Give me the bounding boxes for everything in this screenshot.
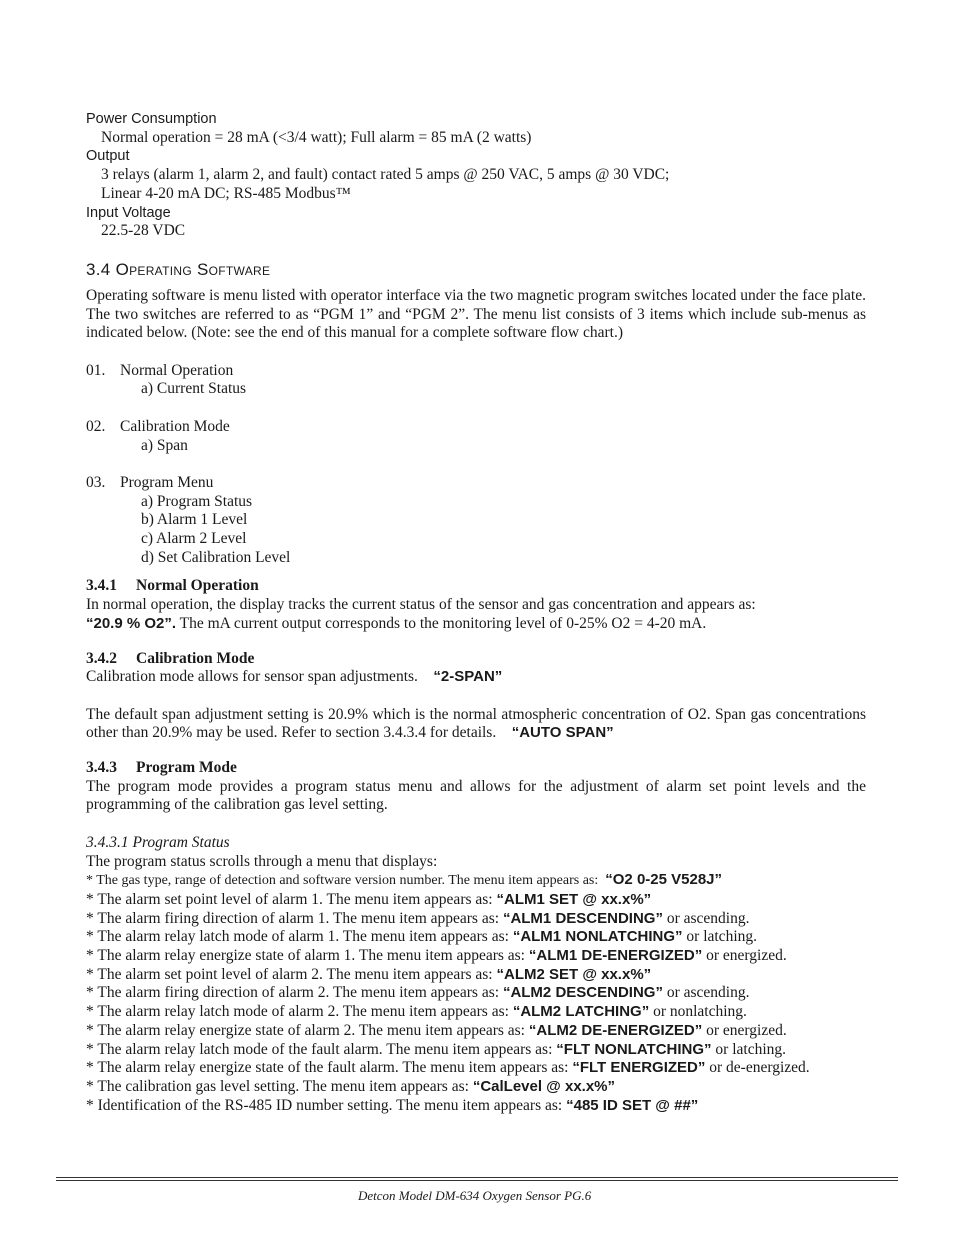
program-status-item: [86, 947, 866, 966]
display-code: “20.9 % O2”.: [86, 614, 177, 632]
display-code: “ALM2 DE-ENERGIZED”: [528, 1021, 703, 1039]
program-status-list: [86, 871, 866, 1115]
display-code: “ALM1 DESCENDING”: [502, 909, 663, 927]
menu-list: [86, 362, 866, 568]
display-code: “ALM2 DESCENDING”: [502, 984, 663, 1002]
subsection-343-heading: [86, 759, 866, 778]
subsection-number: 3.4.1: [86, 577, 117, 595]
display-code: “O2 0-25 V528J”: [605, 871, 723, 889]
display-code: “CalLevel @ xx.x%”: [472, 1077, 616, 1095]
display-code: “FLT ENERGIZED”: [572, 1059, 706, 1077]
program-status-item: [86, 910, 866, 929]
menu-sub-item: a) Span: [141, 436, 188, 454]
section-title: Operating Software: [115, 259, 271, 279]
spec-input-value: 22.5-28 VDC: [101, 222, 186, 240]
section-number: 3.4: [86, 259, 111, 279]
menu-item-num: 01.: [86, 361, 106, 379]
item-tail: or energized.: [702, 947, 787, 965]
display-code: “485 ID SET @ ##”: [566, 1096, 699, 1114]
program-status-item: [86, 1097, 866, 1116]
program-status-item: [86, 1041, 866, 1060]
menu-item: [86, 362, 866, 381]
program-status-item: [86, 1022, 866, 1041]
program-status-item: [86, 984, 866, 1003]
body-text: The default span adjustment setting is 20.9% which is the normal atmospheric concentration of O2. Span gas concentrations other than 20.9% may be used. Refer to section 3.4.3.4 for details.: [86, 705, 866, 742]
subsection-3431-title: 3.4.3.1 Program Status: [86, 833, 230, 851]
menu-sub-item: a) Current Status: [141, 380, 247, 398]
subsection-341-heading: [86, 577, 866, 596]
menu-item-num: 02.: [86, 417, 106, 435]
subsection-342-heading: [86, 650, 866, 669]
section-heading: [86, 259, 866, 281]
program-status-item: [86, 1059, 866, 1078]
item-text: * The alarm relay latch mode of the fault alarm. The menu item appears as:: [86, 1040, 553, 1058]
subsection-342-text1: [86, 668, 866, 687]
subsection-342-text2: [86, 706, 866, 743]
menu-sub-item: d) Set Calibration Level: [141, 548, 291, 566]
display-code: “FLT NONLATCHING”: [556, 1040, 712, 1058]
footer-rule-bottom: [56, 1180, 898, 1181]
menu-item-label: Normal Operation: [120, 361, 234, 379]
item-text: * The alarm relay latch mode of alarm 2. The menu item appears as:: [86, 1003, 509, 1021]
body-text: The mA current output corresponds to the monitoring level of 0-25% O2 = 4-20 mA.: [176, 614, 707, 632]
program-status-item: [86, 891, 866, 910]
menu-item: [86, 474, 866, 493]
section-intro: Operating software is menu listed with operator interface via the two magnetic program switches located under the face plate. The two switches are referred to as “PGM 1” and “PGM 2”. The menu list consists of 3 items which include sub-menus as indicated below. (Note: see the end of this manual for a complete software flow chart.): [86, 286, 866, 342]
item-text: * The alarm set point level of alarm 1. The menu item appears as:: [86, 890, 493, 908]
display-code: “ALM2 SET @ xx.x%”: [496, 965, 652, 983]
display-code: “ALM1 SET @ xx.x%”: [496, 890, 652, 908]
subsection-title: Normal Operation: [136, 577, 259, 595]
display-code: “ALM2 LATCHING”: [512, 1003, 650, 1021]
item-text: * The alarm set point level of alarm 2. The menu item appears as:: [86, 965, 493, 983]
item-text: * The calibration gas level setting. The menu item appears as:: [86, 1077, 469, 1095]
menu-item-label: Program Menu: [120, 473, 214, 491]
program-status-item: [86, 966, 866, 985]
body-text: In normal operation, the display tracks the current status of the sensor and gas concentration and appears as:: [86, 596, 756, 614]
menu-sub-item: b) Alarm 1 Level: [141, 511, 248, 529]
item-text: * The alarm relay energize state of alarm 2. The menu item appears as:: [86, 1021, 525, 1039]
spec-output-title: Output: [86, 148, 130, 165]
spec-power-title: Power Consumption: [86, 111, 217, 127]
display-code: “ALM1 NONLATCHING”: [512, 928, 683, 946]
program-status-item: [86, 1078, 866, 1097]
item-tail: or latching.: [682, 928, 757, 946]
menu-item-label: Calibration Mode: [120, 417, 230, 435]
subsection-number: 3.4.3: [86, 759, 117, 777]
program-status-item: [86, 871, 866, 891]
program-status-item: [86, 1003, 866, 1022]
item-tail: or nonlatching.: [649, 1003, 747, 1021]
item-text: * The alarm relay energize state of alarm 1. The menu item appears as:: [86, 947, 525, 965]
item-text: * The alarm firing direction of alarm 1. The menu item appears as:: [86, 909, 500, 927]
menu-item: [86, 418, 866, 437]
item-tail: or ascending.: [662, 909, 750, 927]
menu-item-num: 03.: [86, 473, 106, 491]
spec-input-title: Input Voltage: [86, 204, 171, 221]
spec-power-value: Normal operation = 28 mA (<3/4 watt); Full alarm = 85 mA (2 watts): [101, 128, 532, 146]
subsection-3431-intro: The program status scrolls through a menu that displays:: [86, 852, 438, 870]
item-text: * The gas type, range of detection and software version number. The menu item appears as:: [86, 873, 599, 889]
spec-output-line1: 3 relays (alarm 1, alarm 2, and fault) contact rated 5 amps @ 250 VAC, 5 amps @ 30 VDC;: [101, 166, 670, 184]
item-text: * Identification of the RS-485 ID number setting. The menu item appears as:: [86, 1096, 563, 1114]
menu-sub-item: c) Alarm 2 Level: [141, 530, 247, 548]
item-tail: or ascending.: [662, 984, 750, 1002]
display-code: “AUTO SPAN”: [511, 724, 614, 742]
item-text: * The alarm firing direction of alarm 2. The menu item appears as:: [86, 984, 500, 1002]
program-status-item: [86, 928, 866, 947]
item-text: * The alarm relay energize state of the fault alarm. The menu item appears as:: [86, 1059, 569, 1077]
item-tail: or de-energized.: [705, 1059, 810, 1077]
spec-output-line2: Linear 4-20 mA DC; RS-485 Modbus™: [101, 184, 351, 202]
item-text: * The alarm relay latch mode of alarm 1. The menu item appears as:: [86, 928, 509, 946]
display-code: “ALM1 DE-ENERGIZED”: [528, 947, 703, 965]
footer-rule-top: [56, 1177, 898, 1178]
page-footer: Detcon Model DM-634 Oxygen Sensor PG.6: [358, 1188, 592, 1203]
display-code: “2-SPAN”: [433, 668, 503, 686]
item-tail: or latching.: [711, 1040, 787, 1058]
item-tail: or energized.: [702, 1021, 787, 1039]
subsection-number: 3.4.2: [86, 649, 117, 667]
subsection-343-text: The program mode provides a program status menu and allows for the adjustment of alarm set point levels and the programming of the calibration gas level setting.: [86, 777, 866, 814]
body-text: Calibration mode allows for sensor span adjustments.: [86, 668, 418, 686]
subsection-title: Program Mode: [136, 759, 237, 777]
subsection-341-text: [86, 596, 866, 633]
subsection-title: Calibration Mode: [136, 649, 255, 667]
document-page: [86, 110, 866, 1115]
menu-sub-item: a) Program Status: [141, 492, 253, 510]
